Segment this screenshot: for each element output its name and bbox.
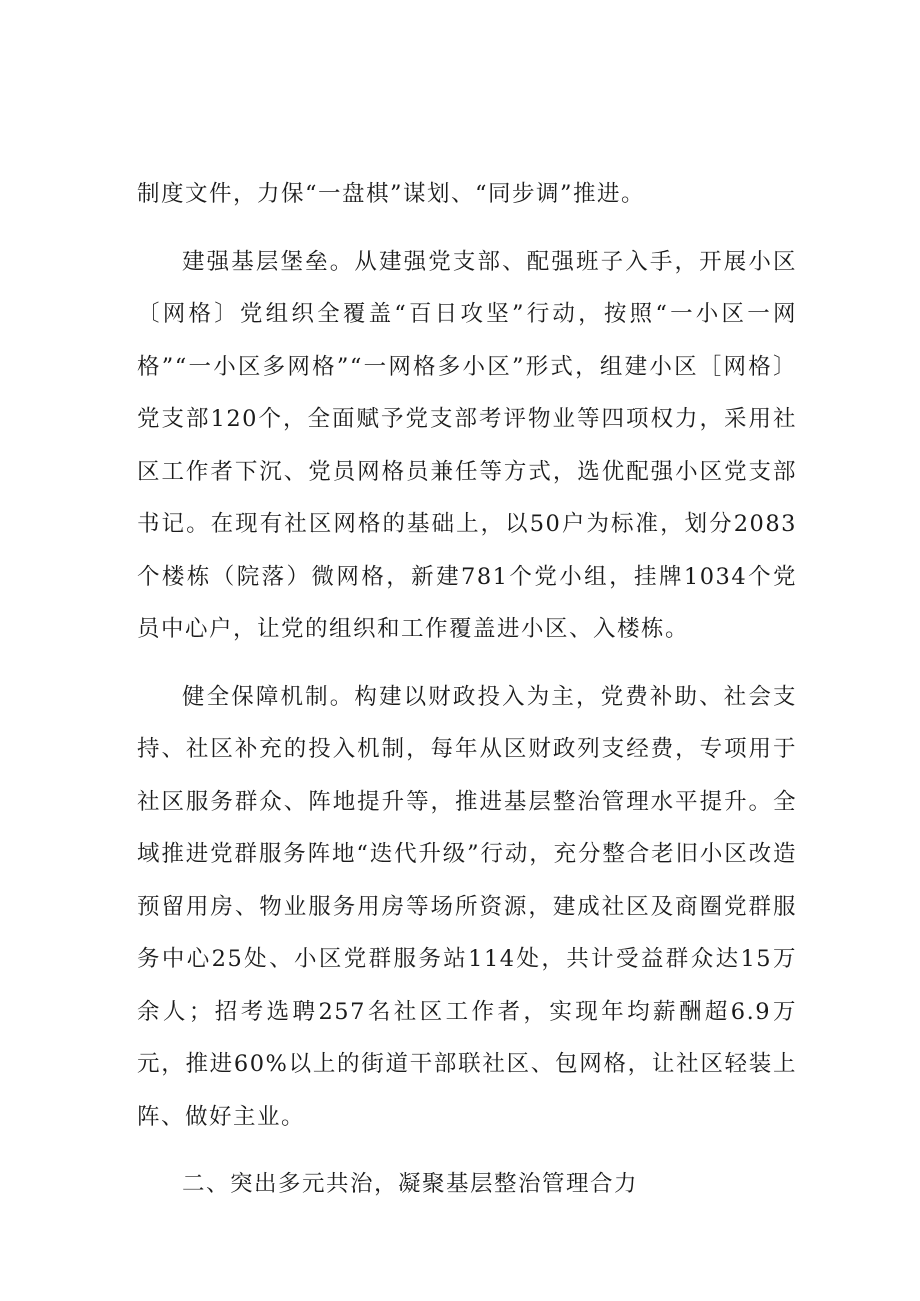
paragraph-strengthen-grassroots: 建强基层堡垒。从建强党支部、配强班子入手，开展小区〔网格〕党组织全覆盖“百日攻坚”行动，按照“一小区一网格”“一小区多网格”“一网格多小区”形式，组建小区［网格〕党支部120个，全面赋予党支部考评物业等四项权力，采用社区工作者下沉、党员网格员兼任等方式，选优配强小区党支部书记。在现有社区网格的基础上，以50户为标准，划分2083个楼栋（院落）微网格，新建781个党小组，挂牌1034个党员中心户，让党的组织和工作覆盖进小区、入楼栋。 <box>137 248 797 642</box>
paragraph-guarantee-mechanism: 健全保障机制。构建以财政投入为主，党费补助、社会支持、社区补充的投入机制，每年从区财政列支经费，专项用于社区服务群众、阵地提升等，推进基层整治管理水平提升。全域推进党群服务阵地“迭代升级”行动，充分整合老旧小区改造预留用房、物业服务用房等场所资源，建成社区及商圈党群服务中心25处、小区党群服务站114处，共计受益群众达15万余人；招考选聘257名社区工作者，实现年均薪酬超6.9万元，推进60%以上的街道干部联社区、包网格，让社区轻装上阵、做好主业。 <box>137 683 797 1130</box>
document-body <box>137 168 797 1211</box>
paragraph-continuation: 制度文件，力保“一盘棋”谋划、“同步调”推进。 <box>137 181 646 207</box>
section-heading: 二、突出多元共治，凝聚基层整治管理合力 <box>182 1171 639 1197</box>
